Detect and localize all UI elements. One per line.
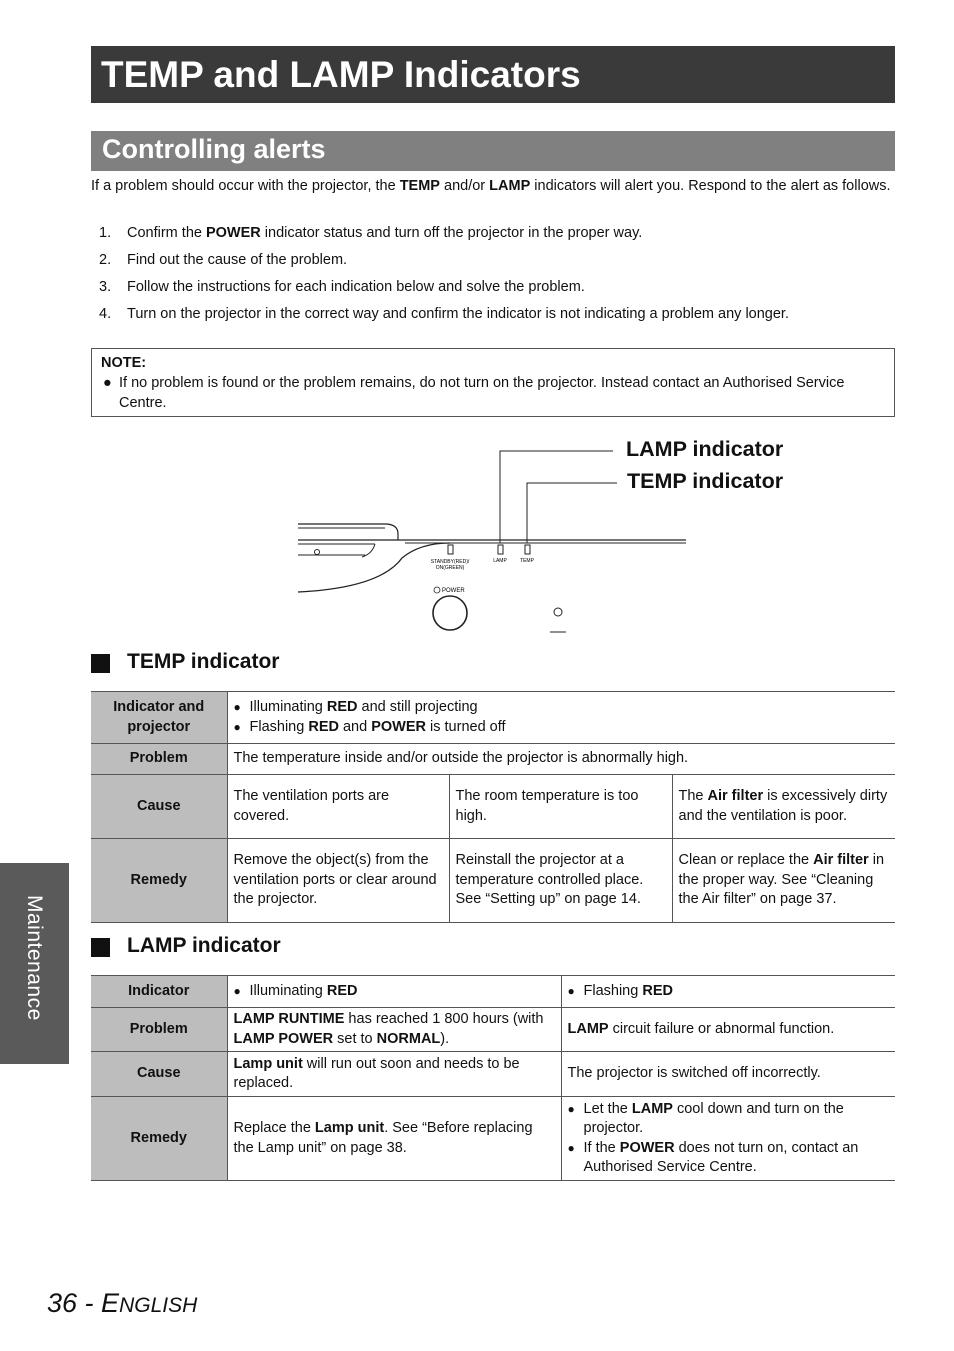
lamp-indicator-table bbox=[91, 975, 895, 1181]
table-cell: ● Flashing RED bbox=[561, 976, 895, 1008]
page-number: 36 bbox=[47, 1288, 78, 1318]
table-row bbox=[91, 1097, 895, 1181]
row-header: Problem bbox=[91, 1008, 227, 1052]
row-header: Cause bbox=[91, 1052, 227, 1097]
table-cell: Remove the object(s) from the ventilation ports or clear around the projector. bbox=[227, 839, 449, 923]
power-symbol-icon bbox=[434, 587, 440, 593]
table-cell: The temperature inside and/or outside the projector is abnormally high. bbox=[227, 744, 895, 775]
table-row bbox=[91, 839, 895, 923]
row-header: Cause bbox=[91, 775, 227, 839]
on-green-label: ON(GREEN) bbox=[435, 565, 465, 571]
temp-indicator-callout: TEMP indicator bbox=[627, 469, 784, 493]
row-header: Indicator and projector bbox=[91, 692, 227, 744]
section-marker-icon bbox=[91, 654, 110, 673]
table-cell: ● Illuminating RED bbox=[227, 976, 561, 1008]
power-label: POWER bbox=[442, 588, 465, 594]
side-tab-label: Maintenance bbox=[23, 895, 46, 1021]
section-heading: Controlling alerts bbox=[91, 131, 895, 171]
temp-label: TEMP bbox=[520, 558, 534, 564]
section-marker-icon bbox=[91, 938, 110, 957]
temp-section-title: TEMP indicator bbox=[127, 650, 280, 673]
side-tab bbox=[0, 863, 69, 1064]
note-text: ● If no problem is found or the problem remains, do not turn on the projector. Instead contact an Authorised Service Centre. bbox=[103, 375, 845, 411]
note-box bbox=[91, 348, 895, 417]
power-button-icon bbox=[433, 596, 467, 630]
table-cell: Clean or replace the Air filter in the proper way. See “Cleaning the Air filter” on page 37. bbox=[672, 839, 895, 923]
lamp-indicator-callout: LAMP indicator bbox=[626, 437, 784, 461]
page-footer: 36 - ENGLISH bbox=[47, 1288, 198, 1318]
note-heading: NOTE: bbox=[101, 355, 147, 371]
table-cell: LAMP RUNTIME has reached 1 800 hours (with LAMP POWER set to NORMAL). bbox=[227, 1008, 561, 1052]
table-row bbox=[91, 1008, 895, 1052]
row-header: Remedy bbox=[91, 839, 227, 923]
table-row bbox=[91, 775, 895, 839]
projector-panel-diagram bbox=[290, 440, 700, 640]
table-cell: The Air filter is excessively dirty and the ventilation is poor. bbox=[672, 775, 895, 839]
temp-indicator-table bbox=[91, 691, 895, 923]
table-cell: ● Let the LAMP cool down and turn on the projector. ● If the POWER does not turn on, contact an Authorised Service Centre. bbox=[561, 1097, 895, 1181]
table-row bbox=[91, 744, 895, 775]
table-row bbox=[91, 1052, 895, 1097]
standby-label: STANDBY(RED)/ bbox=[430, 559, 470, 565]
table-cell: Replace the Lamp unit. See “Before replacing the Lamp unit” on page 38. bbox=[227, 1097, 561, 1181]
row-header: Problem bbox=[91, 744, 227, 775]
row-header: Remedy bbox=[91, 1097, 227, 1181]
table-cell: The projector is switched off incorrectly. bbox=[561, 1052, 895, 1097]
table-cell: Reinstall the projector at a temperature controlled place. See “Setting up” on page 14. bbox=[449, 839, 672, 923]
intro-paragraph: If a problem should occur with the projector, the TEMP and/or LAMP indicators will alert you. Respond to the alert as follows. bbox=[91, 178, 891, 194]
table-cell: The ventilation ports are covered. bbox=[227, 775, 449, 839]
table-row bbox=[91, 692, 895, 744]
table-cell: The room temperature is too high. bbox=[449, 775, 672, 839]
row-header: Indicator bbox=[91, 976, 227, 1008]
table-cell: ● Illuminating RED and still projecting ● Flashing RED and POWER is turned off bbox=[227, 692, 895, 744]
lamp-section-title: LAMP indicator bbox=[127, 934, 281, 957]
table-row bbox=[91, 976, 895, 1008]
page-title: TEMP and LAMP Indicators bbox=[91, 46, 895, 103]
lamp-label: LAMP bbox=[493, 558, 507, 564]
table-cell: Lamp unit will run out soon and needs to be replaced. bbox=[227, 1052, 561, 1097]
table-cell: LAMP circuit failure or abnormal function. bbox=[561, 1008, 895, 1052]
